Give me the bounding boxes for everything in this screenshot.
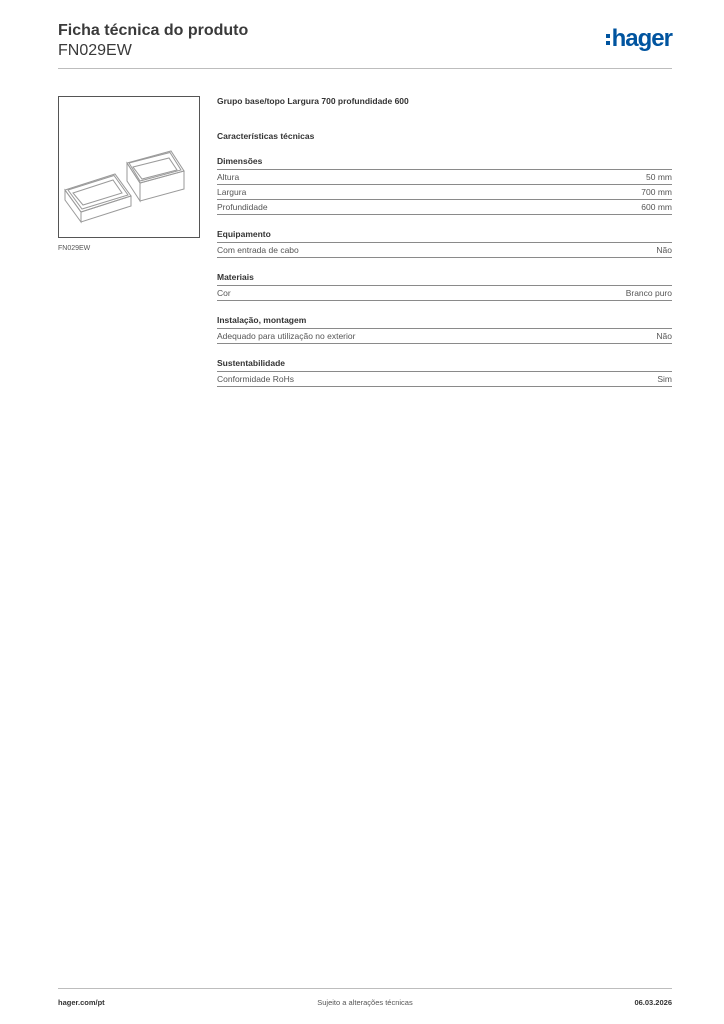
spec-value: 700 mm: [641, 187, 672, 197]
spec-label: Cor: [217, 288, 231, 298]
spec-label: Altura: [217, 172, 240, 182]
spec-label: Com entrada de cabo: [217, 245, 299, 255]
spec-row: [217, 200, 672, 215]
spec-group-equipment: [217, 229, 672, 258]
page-header: [58, 21, 672, 61]
product-code: FN029EW: [58, 42, 132, 59]
footer-website-link[interactable]: hager.com/pt: [58, 998, 105, 1007]
spec-row: [217, 170, 672, 185]
logo-dots-icon: [606, 34, 610, 45]
product-description: Grupo base/topo Largura 700 profundidade 600: [217, 96, 409, 106]
hager-logo: [606, 27, 672, 51]
spec-value: 50 mm: [646, 172, 672, 182]
spec-row: [217, 243, 672, 258]
product-image: [58, 96, 200, 238]
spec-label: Profundidade: [217, 202, 268, 212]
spec-label: Largura: [217, 187, 247, 197]
spec-group-dimensions: [217, 156, 672, 215]
image-caption: FN029EW: [58, 245, 91, 252]
spec-group-sustainability: [217, 358, 672, 387]
footer-notice: Sujeito a alterações técnicas: [317, 998, 413, 1007]
spec-group-title: Materiais: [217, 272, 672, 286]
spec-value: Branco puro: [625, 288, 672, 298]
logo-text: hager: [611, 25, 672, 52]
spec-group-title: Equipamento: [217, 229, 672, 243]
footer-divider: [58, 988, 672, 989]
spec-group-title: Dimensões: [217, 156, 672, 170]
section-title: Características técnicas: [217, 131, 315, 141]
header-divider: [58, 68, 672, 69]
spec-value: 600 mm: [641, 202, 672, 212]
spec-group-materials: [217, 272, 672, 301]
spec-label: Conformidade RoHs: [217, 374, 295, 384]
spec-group-title: Sustentabilidade: [217, 358, 672, 372]
frame-illustration-icon: [59, 97, 199, 237]
spec-row: [217, 329, 672, 344]
spec-value: Não: [656, 331, 672, 341]
document-title: Ficha técnica do produto: [58, 22, 249, 39]
spec-group-installation: [217, 315, 672, 344]
spec-row: [217, 185, 672, 200]
spec-row: [217, 286, 672, 301]
spec-label: Adequado para utilização no exterior: [217, 331, 356, 341]
footer-date: 06.03.2026: [634, 998, 672, 1007]
spec-value: Sim: [657, 374, 672, 384]
specifications-panel: [217, 96, 672, 387]
spec-value: Não: [656, 245, 672, 255]
spec-row: [217, 372, 672, 387]
spec-group-title: Instalação, montagem: [217, 315, 672, 329]
